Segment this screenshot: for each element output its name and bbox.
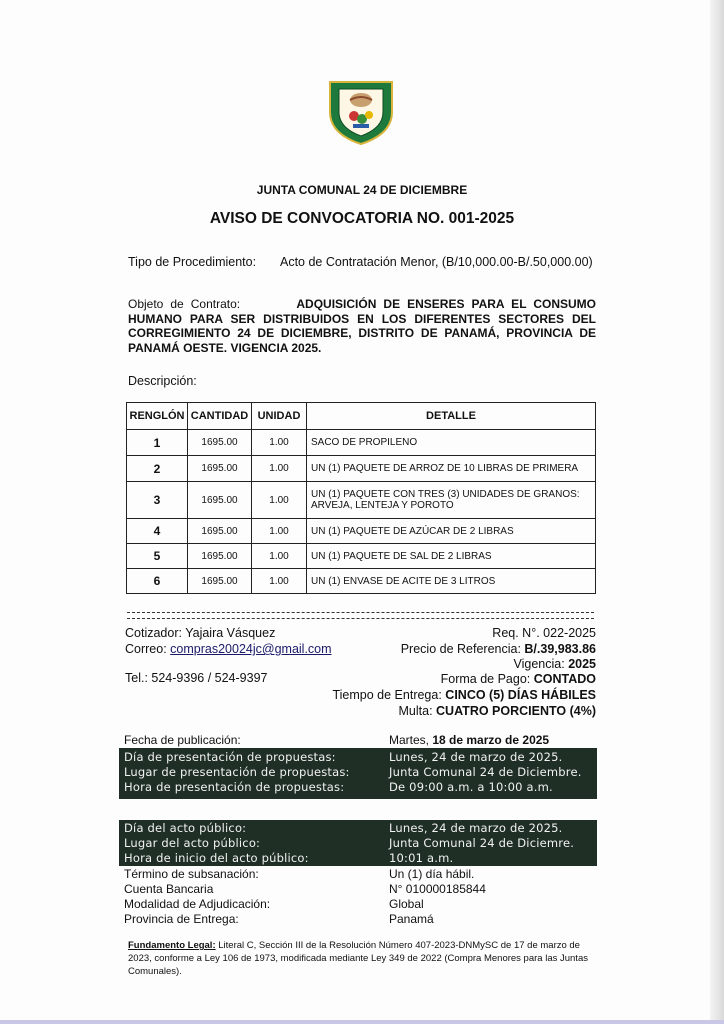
contract-object-value: ADQUISICIÓN DE ENSERES PARA EL CONSUMO HUMANO PARA SER DISTRIBUIDOS EN LOS DIFERENTES SECTORES DEL CORREGIMIENTO 24 DE DICIEMBRE, DISTRITO DE PANAMÁ, PROVINCIA DE PANAMÁ OESTE. VIGENCIA 2025. bbox=[128, 297, 596, 355]
row-detail: UN (1) PAQUETE CON TRES (3) UNIDADES DE GRANOS: ARVEJA, LENTEJA Y POROTO bbox=[307, 482, 596, 519]
presentation-place-label: Lugar de presentación de propuestas: bbox=[124, 765, 350, 779]
row-unit: 1.00 bbox=[252, 519, 307, 544]
reference-price-line bbox=[401, 642, 596, 656]
phone-numbers: Tel.: 524-9396 / 524-9397 bbox=[125, 671, 268, 685]
validity-line bbox=[514, 657, 597, 671]
reference-price-label: Precio de Referencia: bbox=[400, 642, 521, 656]
email-line bbox=[125, 642, 332, 656]
row-unit: 1.00 bbox=[252, 569, 307, 594]
row-detail: UN (1) PAQUETE DE ARROZ DE 10 LIBRAS DE PRIMERA bbox=[307, 456, 596, 482]
payment-line bbox=[441, 672, 596, 686]
delivery-time-line bbox=[332, 688, 596, 702]
email-link[interactable]: compras20024jc@gmail.com bbox=[170, 642, 332, 656]
row-detail: UN (1) ENVASE DE ACITE DE 3 LITROS bbox=[307, 569, 596, 594]
row-quantity: 1695.00 bbox=[188, 519, 252, 544]
row-number: 2 bbox=[127, 456, 188, 482]
table-row bbox=[127, 569, 596, 594]
penalty-line bbox=[399, 704, 597, 718]
page-bottom-edge bbox=[0, 1020, 724, 1024]
header-unidad: UNIDAD bbox=[252, 403, 307, 430]
section-divider bbox=[127, 612, 594, 619]
procedure-type-value: Acto de Contratación Menor, (B/10,000.00-B/.50,000.00) bbox=[280, 255, 593, 269]
header-renglon: RENGLÓN bbox=[127, 403, 188, 430]
page-edge-shadow bbox=[710, 0, 724, 1024]
publication-date-value: 18 de marzo de 2025 bbox=[432, 733, 550, 747]
public-act-time-value: 10:01 a.m. bbox=[389, 851, 454, 865]
notice-title: AVISO DE CONVOCATORIA NO. 001-2025 bbox=[209, 210, 515, 227]
public-act-day-value: Lunes, 24 de marzo de 2025. bbox=[389, 821, 563, 835]
presentation-day-value: Lunes, 24 de marzo de 2025. bbox=[389, 750, 563, 764]
bank-account-value: N° 010000185844 bbox=[389, 882, 486, 896]
delivery-time-value: CINCO (5) DÍAS HÁBILES bbox=[445, 688, 596, 702]
row-number: 5 bbox=[127, 544, 188, 569]
public-act-place-value: Junta Comunal 24 de Diciemre. bbox=[389, 836, 575, 850]
legal-basis-text: Literal C, Sección III de la Resolución Número 407-2023-DNMySC de 17 de marzo de 2023, conforme a Ley 106 de 1973, modificada mediante Ley 349 de 2022 (Compra Menores para las Juntas Comunales). bbox=[128, 940, 588, 977]
award-modality-value: Global bbox=[389, 897, 424, 911]
table-row bbox=[127, 456, 596, 482]
presentation-day-label: Día de presentación de propuestas: bbox=[124, 750, 336, 764]
delivery-province-label: Provincia de Entrega: bbox=[124, 912, 239, 926]
row-unit: 1.00 bbox=[252, 482, 307, 519]
legal-basis bbox=[128, 939, 596, 978]
reference-price-value: B/.39,983.86 bbox=[524, 642, 596, 656]
email-label: Correo: bbox=[125, 642, 167, 656]
row-quantity: 1695.00 bbox=[188, 482, 252, 519]
publication-date bbox=[389, 733, 549, 748]
correction-term-label: Término de subsanación: bbox=[124, 867, 259, 881]
legal-basis-title: Fundamento Legal: bbox=[128, 940, 216, 951]
row-detail: UN (1) PAQUETE DE AZÚCAR DE 2 LIBRAS bbox=[307, 519, 596, 544]
table-row bbox=[127, 482, 596, 519]
header-cantidad: CANTIDAD bbox=[188, 403, 252, 430]
penalty-label: Multa: bbox=[398, 704, 433, 718]
row-unit: 1.00 bbox=[252, 456, 307, 482]
row-unit: 1.00 bbox=[252, 430, 307, 456]
payment-label: Forma de Pago: bbox=[440, 672, 531, 686]
public-act-place-label: Lugar del acto público: bbox=[124, 836, 261, 850]
requisition-label: Req. N°. bbox=[492, 626, 540, 640]
publication-date-label: Fecha de publicación: bbox=[124, 733, 241, 747]
correction-term-value: Un (1) día hábil. bbox=[389, 867, 475, 881]
row-unit: 1.00 bbox=[252, 544, 307, 569]
contract-object-label: Objeto de Contrato: bbox=[128, 297, 241, 311]
requisition-line bbox=[492, 626, 596, 640]
row-detail: UN (1) PAQUETE DE SAL DE 2 LIBRAS bbox=[307, 544, 596, 569]
delivery-time-label: Tiempo de Entrega: bbox=[332, 688, 442, 702]
quoter-name: Cotizador: Yajaira Vásquez bbox=[125, 626, 276, 640]
requisition-number: 022-2025 bbox=[543, 626, 596, 640]
procedure-type-label: Tipo de Procedimiento: bbox=[128, 255, 257, 269]
public-act-day-label: Día del acto público: bbox=[124, 821, 247, 835]
row-number: 1 bbox=[127, 430, 188, 456]
validity-value: 2025 bbox=[568, 657, 596, 671]
bank-account-label: Cuenta Bancaria bbox=[124, 882, 214, 896]
description-label: Descripción: bbox=[128, 374, 197, 388]
presentation-place-value: Junta Comunal 24 de Diciembre. bbox=[389, 765, 582, 779]
payment-value: CONTADO bbox=[533, 672, 596, 686]
row-quantity: 1695.00 bbox=[188, 569, 252, 594]
presentation-time-label: Hora de presentación de propuestas: bbox=[124, 780, 345, 794]
contract-object bbox=[128, 297, 596, 355]
table-row bbox=[127, 519, 596, 544]
delivery-province-value: Panamá bbox=[389, 912, 434, 926]
header-detalle: DETALLE bbox=[307, 403, 596, 430]
presentation-time-value: De 09:00 a.m. a 10:00 a.m. bbox=[389, 780, 553, 794]
validity-label: Vigencia: bbox=[513, 657, 565, 671]
publication-weekday: Martes, bbox=[389, 733, 430, 747]
award-modality-label: Modalidad de Adjudicación: bbox=[124, 897, 271, 911]
row-quantity: 1695.00 bbox=[188, 544, 252, 569]
entity-name: JUNTA COMUNAL 24 DE DICIEMBRE bbox=[256, 183, 468, 197]
table-row bbox=[127, 430, 596, 456]
row-quantity: 1695.00 bbox=[188, 456, 252, 482]
row-number: 3 bbox=[127, 482, 188, 519]
row-quantity: 1695.00 bbox=[188, 430, 252, 456]
penalty-value: CUATRO PORCIENTO (4%) bbox=[436, 704, 596, 718]
row-number: 6 bbox=[127, 569, 188, 594]
row-detail: SACO DE PROPILENO bbox=[307, 430, 596, 456]
public-act-time-label: Hora de inicio del acto público: bbox=[124, 851, 309, 865]
items-table bbox=[126, 402, 596, 594]
table-row bbox=[127, 544, 596, 569]
table-header-row bbox=[127, 403, 596, 430]
junta-comunal-seal-logo bbox=[326, 76, 396, 146]
row-number: 4 bbox=[127, 519, 188, 544]
